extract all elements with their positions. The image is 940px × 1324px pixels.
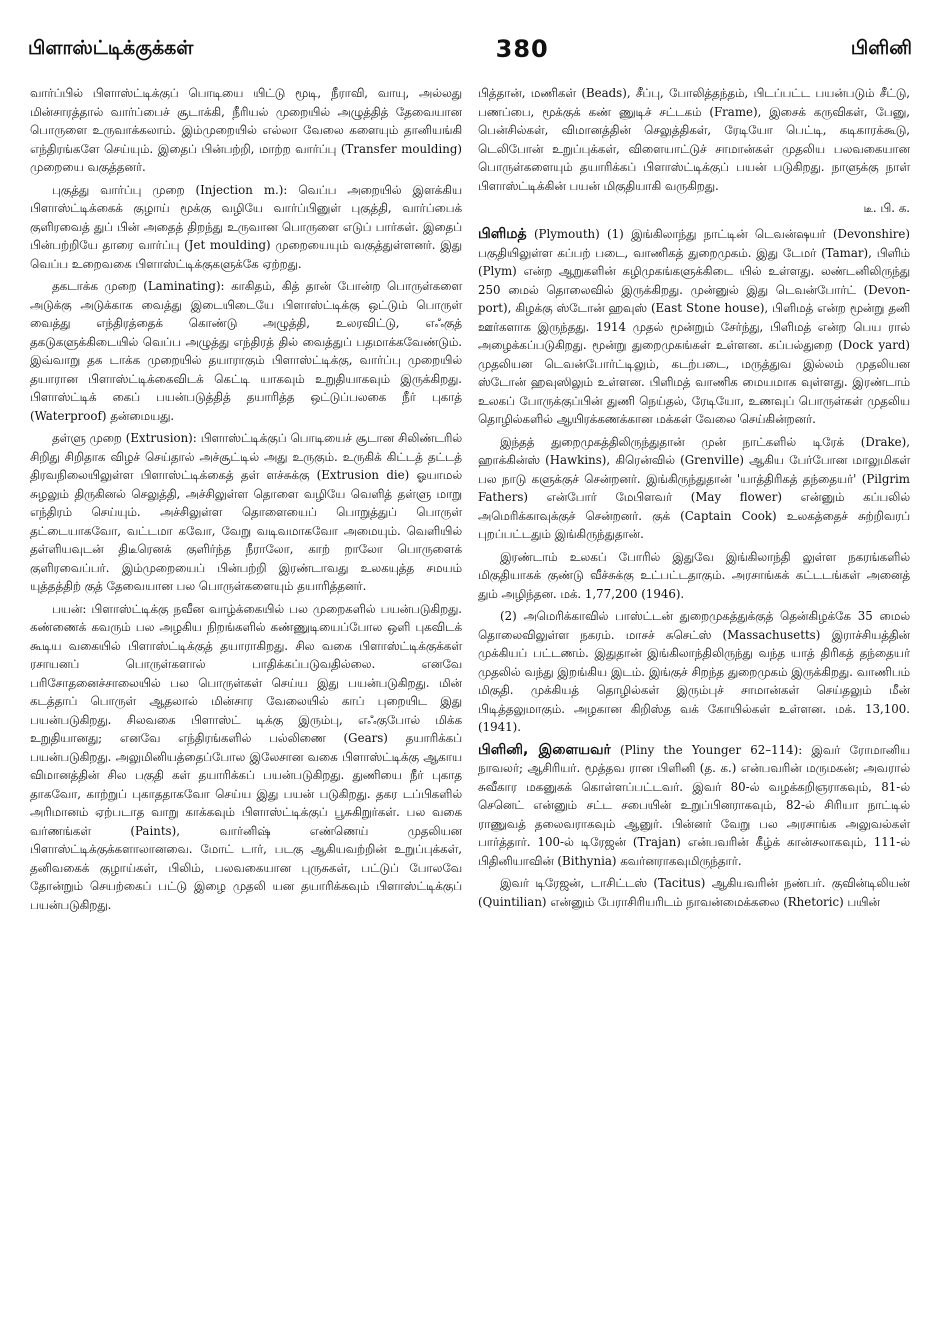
header-left-keyword: பிளாஸ்ட்டிக்குக்கள் <box>28 36 194 59</box>
header-right-keyword: பிளினி <box>850 36 912 59</box>
paragraph-injection-moulding: புகுத்து வார்ப்பு முறை (Injection m.): வெப்ப அறையில் இளக்கிய பிளாஸ்ட்டிக்கைக் குழாய் மூக்கு வழியே வார்ப்பினுள் புகுத்தி, வார்ப்பைக் குளிரவைத் துப் பின் அதைத் திறந்து உருவான பொருளை எடுப் பார்கள். இதைப் பின்பற்றியே தாரை வார்ப்பு (Jet moulding) முறையையும் வகுத்துள்ளனர். இது வெப்ப உறைவகை பிளாஸ்ட்டிக்குகளுக்கே ஏற்றது. <box>30 182 462 271</box>
entry-plymouth-paragraph-2: இந்தத் துறைமுகத்திலிருந்துதான் முன் நாட்களில் டிரேக் (Drake), ஹாக்கின்ஸ் (Hawkins), கிரென்வில் (Grenville) ஆகிய பேர்போன மாலுமிகள் பல நாடு களுக்குச் சென்றனர். இங்கிருந்துதான் 'யாத்திரிகத் தந்தையர்' (Pilgrim Fathers) என்போர் மேபிளவர் (May flower) என்னும் கப்பலில் அமெரிக்காவுக்குச் சென்றனர். குக் (Captain Cook) உலகத்தைச் சுற்றிவரப் புறப்பட்டதும் இங்கிருந்துதான். <box>478 434 910 541</box>
paragraph-extrusion: தள்ளு முறை (Extrusion): பிளாஸ்ட்டிக்குப் பொடியைச் சூடான சிலிண்டரில் சிறிது சிறிதாக விழச் செய்தால் அச்சூட்டில் அது உருகும். உருகிக் கிட்டத் தட்டத் திரவநிலையிலுள்ள பிளாஸ்ட்டிக்கைத் தள் ளச்சுக்கு (Extrusion die) ஓயாமல் சுழலும் திருகினல் செலுத்தி, அச்சிலுள்ள தொளை வழியே வெளித் தள்ளு மாறு எந்திரம் செய்யும். அச்சிலுள்ள தொளையைப் பொறுத்துப் பொருள் தட்டையாகவோ, வட்டமா கவோ, வேறு வடிவமாகவோ அமையும். வெளியில் தள்ளியவுடன் திடீரெனக் குளிர்ந்த நீராலோ, காற் றாலோ பொருளைக் குளிரவைப்பர். இம்முறையைப் பின்பற்றி இரண்டாவது உலகயுத்த சமயம் யுத்தத்திற் குத் தேவையான பல பொருள்களையும் தயாரித்தனர். <box>30 431 462 593</box>
entry-pliny-paragraph-1 <box>478 741 910 871</box>
paragraph-laminating: தகடாக்க முறை (Laminating): காகிதம், கித் தான் போன்ற பொருள்களை அடுக்கு அடுக்காக வைத்து இடையிடையே பிளாஸ்ட்டிக்கு ஒட்டும் பொருள் வைத்து எந்திரத்தைக் கொண்டு அழுத்தி, உலரவிட்டு, எஃகுத் தகடுகளுக்கிடையில் வெப்ப அழுத்து எந்திரத் தில் வைத்துப் பதமாக்கவேண்டும். இவ்வாறு தக டாக்க முறையில் தயாராகும் பிளாஸ்ட்டிக்கு, வார்ப்பு முறையில் தயாரான பிளாஸ்ட்டிக்கைவிடக் கெட்டி யாகவும் உறுதியாகவும் இருக்கிறது. பிளாஸ்ட்டிக் கைப் பயன்படுத்தித் தயாரித்த ஒட்டுப்பலகை நீர் புகாத் (Waterproof) தன்மையது. <box>30 279 462 423</box>
paragraph-uses: பயன்: பிளாஸ்ட்டிக்கு நவீன வாழ்க்கையில் பல முறைகளில் பயன்படுகிறது. கண்ணைக் கவரும் பல அழகிய நிறங்களில் கண்ணுடியைப்போல ஒளி புகவிடக் கூடிய வகையில் பிளாஸ்ட்டிக்குத் தயாராகிறது. சில வகை பிளாஸ்ட்டிக்குக்கள் ரசாயனப் பொருள்களால் பாதிக்கப்படுவதில்லை. எனவே பரிசோதனைச்சாலையில் பல பொருள்கள் செய்ய இது பயன்படுகிறது. மின் கடத்தாப் பொருள் ஆதலால் மின்சார வேலையில் காப் புறையிட இது பயன்படுகிறது. சிலவகை பிளாஸ்ட் டிக்கு இரும்பு, எஃகுபோல் மிக்க உறுதியானது; எனவே எந்திரங்களில் பல்லிணை (Gears) தயாரிக்கப் பயன்படுகிறது. அலுமினியத்தைப்போல இலேசான வகை பிளாஸ்ட்டிக்கு ஆகாய விமானத்தின் சில பகுதி கள் தயாரிக்கப் பயன்படுகிறது. துணியை நீர் புகாத தாகவோ, காற்றுப் புகாததாகவோ செய்ய இது பயன் படுகிறது. தகர டப்பிகளில் அரிமானம் ஏற்படாத வாறு காக்கவும் பிளாஸ்ட்டிக்குப் பூசுகிறுர்கள். பல வகை வர்ணங்கள் (Paints), வார்னிஷ் எண்ணெய் முதலியன பிளாஸ்ட்டிக்குக்களாலானவை. மோட் டார், படகு ஆகியவற்றின் உறுப்புக்கள், தனிவகைக் குழாய்கள், பிலிம், பலவகையான புருசுகள், பட்டுப் போலவே தோன்றும் செயற்கைப் பட்டு இழை முதலி யன தயாரிக்கவும் பிளாஸ்ட்டிக்குப் பயன்படுகிறது. <box>30 601 462 912</box>
page-number: 380 <box>495 35 549 63</box>
entry-pliny-text-1: (Pliny the Younger 62–114): இவர் ரோமானிய நாவலர்; ஆசிரியர். மூத்தவ ரான பிளினி (த. க.) என்பவரின் மருமகன்; அவரால் சுவீகார மகனுகக் கொள்ளப்பட்டவர். இவர் 80-ல் வழக்கறிஞராகவும், 81-ல் செனெட் என்னும் சட்ட சபையின் உறுப்பினராகவும், 82-ல் சிரியா நாட்டில் ராணுவத் தலைவராகவும் ஆனுர். பின்னர் வேறு பல அரசாங்க அலுவல்கள் பார்த்தார். 100-ல் டிரேஜன் (Trajan) என்பவரின் கீழ்க் கான்சலாகவும், 111-ல் பிதினியாவின் (Bithynia) கவர்னராகவுமிருந்தார். <box>478 742 910 868</box>
entry-heading-pliny: பிளினி, இளையவர் <box>478 741 611 758</box>
running-head <box>28 34 912 64</box>
left-column <box>30 84 462 918</box>
entry-pliny-paragraph-2: இவர் டிரேஜன், டாசிட்டஸ் (Tacitus) ஆகியவரின் நண்பர். குவின்டிலியன் (Quintilian) என்னும் பேராசிரியரிடம் நாவன்மைக்கலை (Rhetoric) பயின் <box>478 876 910 909</box>
paragraph-compression-moulding: வார்ப்பில் பிளாஸ்ட்டிக்குப் பொடியை யிட்டு மூடி, நீராவி, வாயு, அல்லது மின்சாரத்தால் வார்ப்பைச் சூடாக்கி, நீரியல் முறையில் அழுத்தித் தேவையான பொருளை உருவாக்கலாம். இம்முறையில் எல்லா வேலை களையும் தானியங்கி எந்திரங்களே செய்யும். இதைப் பின்பற்றி, மாற்ற வார்ப்பு (Transfer moulding) முறையை வகுத்தனர். <box>30 86 462 174</box>
entry-heading-plymouth: பிளிமத் <box>478 226 527 242</box>
entry-plymouth-paragraph-1 <box>478 225 910 429</box>
entry-plymouth-paragraph-4: (2) அமெரிக்காவில் பாஸ்ட்டன் துறைமுகத்துக்குத் தென்கிழக்கே 35 மைல் தொலைவிலுள்ள நகரம். மாசச் சுசெட்ஸ் (Massachusetts) இராச்சியத்தின் முக்கியப் பட்டணம். இதுதான் இங்கிலாந்திலிருந்து வந்த யாத் திரிகத் தந்தையர் முதலில் வந்து இறங்கிய இடம். இங்குச் சிறந்த துறைமுகம் இருக்கிறது. வாணிபம் மிகுதி. முக்கியத் தொழில்கள் இரும்புச் சாமான்கள் செய்தலும் மீன் பிடித்தலுமாகும். அழகான கிறிஸ்த வக் கோயில்கள் உள்ளன. மக். 13,100. (1941). <box>478 609 910 734</box>
entry-plymouth-paragraph-3: இரண்டாம் உலகப் போரில் இதுவே இங்கிலாந்தி லுள்ள நகரங்களில் மிகுதியாகக் குண்டு வீச்சுக்கு உட்பட்டதாகும். அரசாங்கக் கட்டடங்கள் அனைத் தும் அழிந்தன. மக். 1,77,200 (1946). <box>478 549 910 601</box>
text-columns <box>30 84 910 918</box>
paragraph-uses-continued: பித்தான், மணிகள் (Beads), சீப்பு, போலித்தந்தம், பிடப்பட்ட பயன்படும் சீட்டு, பணப்பை, மூக்குக் கண் ணுடிச் சட்டகம் (Frame), இசைக் கருவிகள், பேனு, பென்சில்கள், விமானத்தின் செலுத்திகள், ரேடியோ பெட்டி, கடிகாரக்கூடு, டெலிபோன் உறுப்புக்கள், விளையாட்டுச் சாமான்கள் முதலிய பலவகையான பொருள்களையும் தயாரிக்கப் பிளாஸ்ட்டிக்குப் பயன் படுகிறது. நாளுக்கு நாள் பிளாஸ்ட்டிக்கின் பயன் மிகுதியாகி வருகிறது. <box>478 86 910 193</box>
author-signature: டீ. பி. க. <box>863 201 910 215</box>
entry-plymouth-text-1: (Plymouth) (1) இங்கிலாந்து நாட்டின் டெவன்ஷயர் (Devonshire) பகுதியிலுள்ள கப்பற் படை, வாணிகத் துறைமுகம். இது டேமர் (Tamar), பிளிம் (Plym) என்ற ஆறுகளின் கழிமுகங்களுக்கிடை யில் உள்ளது. லண்டனிலிருந்து 250 மைல் தொலைவில் இருக்கிறது. முன்னுல் இது டெவன்போர்ட் (Devon- port), கிழக்கு ஸ்டோன் ஹவுஸ் (East Stone house), பிளிமத் என்ற மூன்று தனி ஊர்களாக இருந்தது. 1914 முதல் மூன்றும் சேர்ந்து, பிளிமத் என்ற பெய ரால் அழைக்கப்படுகிறது. மூன்று துறைமுகங்கள் உள்ளன. கப்பல்துறை (Dock yard) முதலியன டெவன்போர்ட்டிலும், கடற்படை, மருத்துவ இல்லம் முதலியன ஸ்டோன் ஹவுஸிலும் உள்ளன. பிளிமத் வாணிக மையமாக வுள்ளது. இரண்டாம் உலகப் போருக்குப்பின் துணி நெய்தல், ரேடியோ, உணவுப் பொருள்கள் முதலிய தொழில்களில் ஆயிரக்கணக்கான மக்கள் வேலை செய்கின்றனர். <box>478 227 911 426</box>
right-column <box>478 84 910 918</box>
